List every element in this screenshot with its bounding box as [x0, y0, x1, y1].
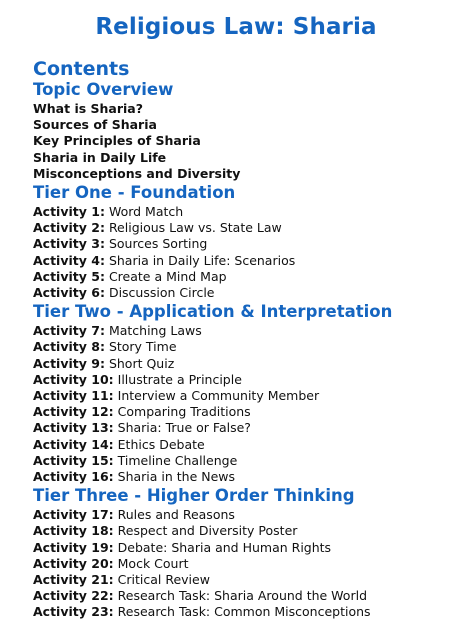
activity-item — [33, 604, 463, 620]
activity-title: Respect and Diversity Poster — [117, 523, 298, 539]
activity-number: Activity 10: — [33, 371, 114, 387]
overview-item: Sources of Sharia — [33, 117, 157, 133]
activity-title: Rules and Reasons — [117, 507, 235, 523]
activity-number: Activity 7: — [33, 323, 105, 339]
activity-number: Activity 21: — [33, 572, 114, 588]
activity-number: Activity 18: — [33, 523, 114, 539]
activity-title: Sharia: True or False? — [117, 420, 251, 436]
overview-item: Misconceptions and Diversity — [33, 165, 241, 181]
activity-title: Sources Sorting — [108, 236, 208, 252]
activity-number: Activity 19: — [33, 539, 114, 555]
activity-title: Research Task: Sharia Around the World — [117, 588, 367, 604]
section-topic-overview — [33, 79, 463, 182]
activity-item — [33, 556, 463, 572]
activity-item — [33, 507, 463, 523]
activity-item — [33, 372, 463, 388]
section-tier-two — [33, 301, 463, 485]
activity-item — [33, 388, 463, 404]
activity-number: Activity 14: — [33, 436, 114, 452]
activity-title: Ethics Debate — [117, 436, 205, 452]
activity-number: Activity 11: — [33, 388, 114, 404]
activity-title: Story Time — [108, 339, 177, 355]
activity-item — [33, 356, 463, 372]
activity-title: Research Task: Common Misconceptions — [117, 604, 371, 620]
activity-title: Create a Mind Map — [108, 268, 227, 284]
activity-item — [33, 469, 463, 485]
activity-number: Activity 16: — [33, 469, 114, 485]
activity-title: Comparing Traditions — [117, 404, 251, 420]
activity-item — [33, 269, 463, 285]
activity-item — [33, 523, 463, 539]
section-tier-one — [33, 182, 463, 301]
section-heading-tier-two: Tier Two - Application & Interpretation — [33, 302, 393, 322]
contents-heading: Contents — [33, 58, 130, 80]
activity-number: Activity 12: — [33, 404, 114, 420]
activity-item — [33, 572, 463, 588]
activity-number: Activity 2: — [33, 220, 105, 236]
activity-title: Sharia in the News — [117, 469, 236, 485]
overview-item: What is Sharia? — [33, 101, 143, 116]
activity-title: Debate: Sharia and Human Rights — [117, 539, 332, 555]
activity-number: Activity 23: — [33, 604, 114, 620]
activity-title: Mock Court — [117, 555, 189, 571]
activity-item — [33, 404, 463, 420]
section-heading-tier-three: Tier Three - Higher Order Thinking — [33, 486, 355, 506]
activity-item — [33, 339, 463, 355]
activity-title: Short Quiz — [108, 355, 175, 371]
activity-title: Sharia in Daily Life: Scenarios — [108, 252, 296, 268]
activity-item — [33, 323, 463, 339]
table-of-contents — [33, 79, 463, 621]
section-tier-three — [33, 485, 463, 620]
activity-item — [33, 420, 463, 436]
activity-title: Interview a Community Member — [117, 388, 320, 404]
activity-title: Religious Law vs. State Law — [108, 220, 282, 236]
activity-number: Activity 5: — [33, 268, 105, 284]
activity-number: Activity 4: — [33, 252, 105, 268]
activity-item — [33, 588, 463, 604]
activity-number: Activity 9: — [33, 355, 105, 371]
activity-item — [33, 540, 463, 556]
activity-number: Activity 22: — [33, 588, 114, 604]
activity-item — [33, 204, 463, 220]
activity-item — [33, 285, 463, 301]
activity-item — [33, 437, 463, 453]
activity-title: Discussion Circle — [108, 285, 215, 301]
activity-title: Illustrate a Principle — [117, 371, 242, 387]
activity-number: Activity 20: — [33, 555, 114, 571]
activity-number: Activity 17: — [33, 507, 114, 523]
document-title: Religious Law: Sharia — [95, 14, 377, 40]
activity-item — [33, 453, 463, 469]
activity-number: Activity 3: — [33, 236, 105, 252]
activity-number: Activity 15: — [33, 452, 114, 468]
overview-item: Key Principles of Sharia — [33, 133, 201, 149]
activity-number: Activity 1: — [33, 204, 105, 220]
activity-item — [33, 253, 463, 269]
activity-number: Activity 8: — [33, 339, 105, 355]
section-heading-topic-overview: Topic Overview — [33, 80, 174, 99]
activity-number: Activity 6: — [33, 285, 105, 301]
activity-title: Critical Review — [117, 572, 210, 588]
activity-number: Activity 13: — [33, 420, 114, 436]
section-heading-tier-one: Tier One - Foundation — [33, 183, 236, 203]
overview-item: Sharia in Daily Life — [33, 149, 167, 165]
activity-item — [33, 236, 463, 252]
activity-title: Matching Laws — [108, 323, 202, 339]
activity-title: Timeline Challenge — [117, 452, 238, 468]
activity-item — [33, 220, 463, 236]
activity-title: Word Match — [108, 204, 184, 220]
